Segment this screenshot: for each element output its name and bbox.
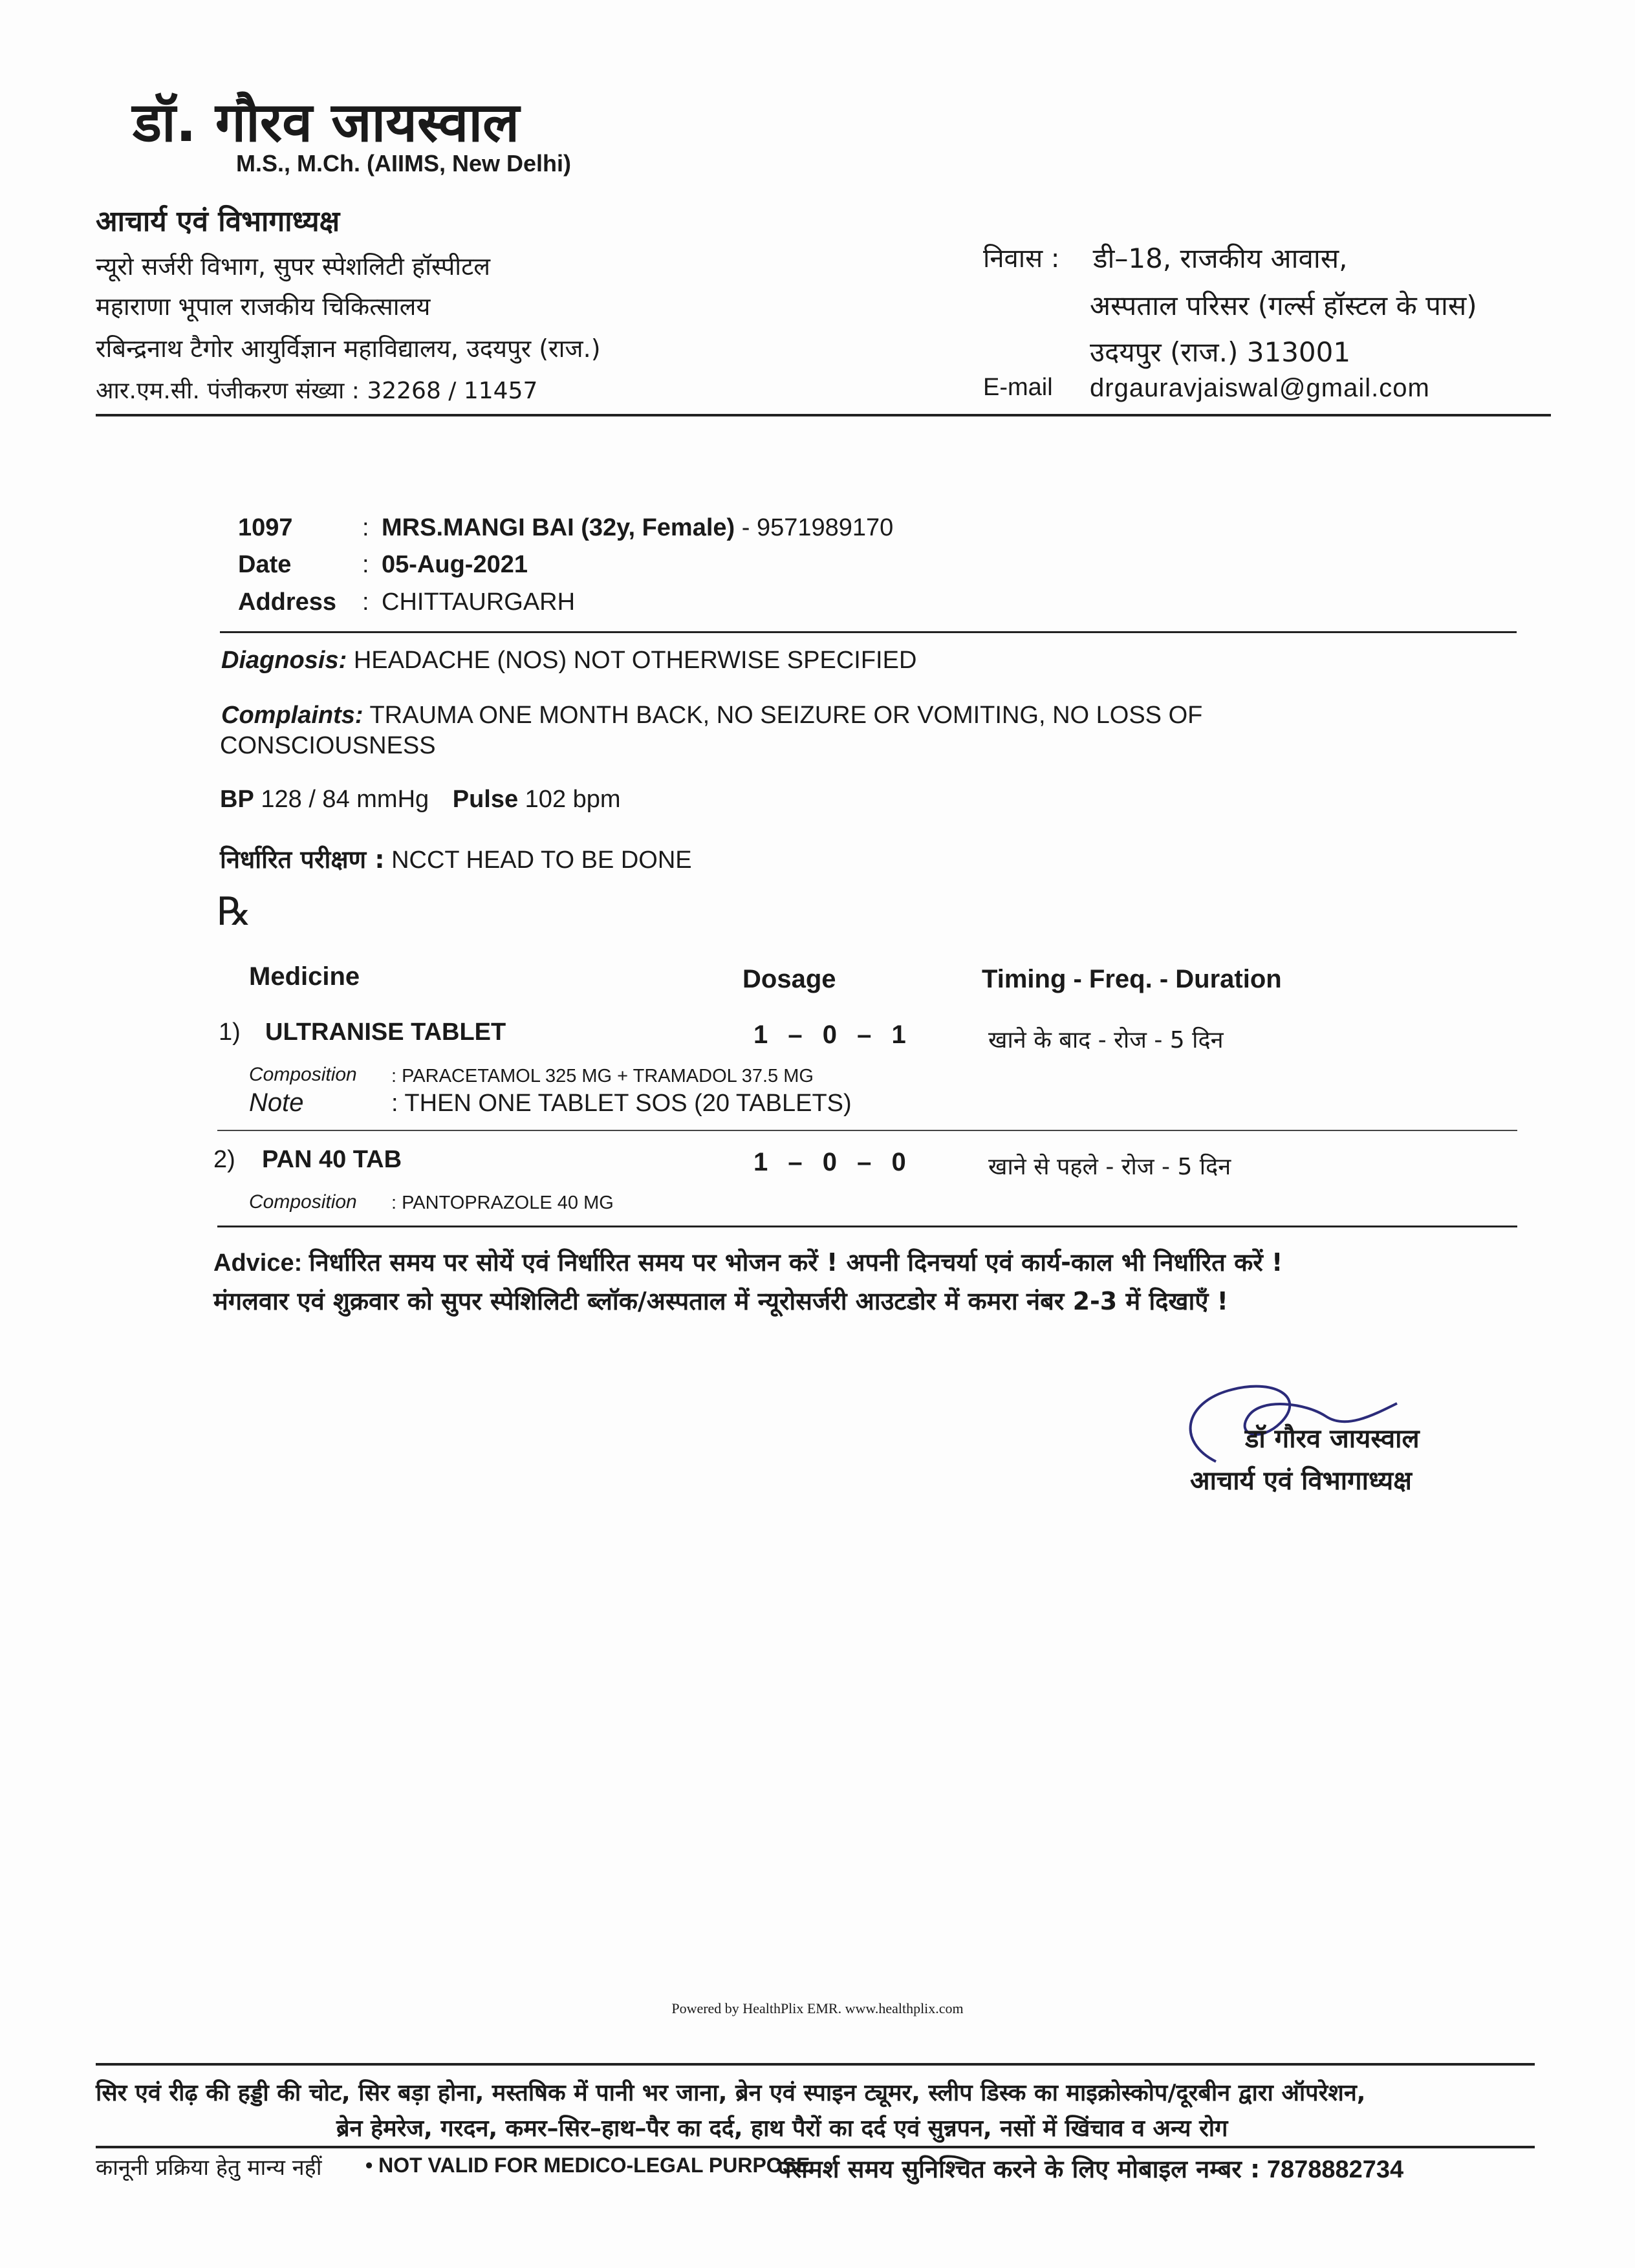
signature-name: डॉ गौरव जायस्वाल	[1245, 1424, 1420, 1454]
email-address: drgauravjaiswal@gmail.com	[1090, 374, 1430, 402]
registration-number: आर.एम.सी. पंजीकरण संख्या : 32268 / 11457	[96, 378, 538, 404]
footer-top-divider	[96, 2063, 1535, 2066]
note-label: Note	[249, 1088, 304, 1117]
appointment-phone: 7878882734	[1266, 2156, 1404, 2183]
residence-label: निवास :	[983, 244, 1060, 274]
medicine-timing: खाने से पहले - रोज - 5 दिन	[988, 1154, 1231, 1180]
signature-designation: आचार्य एवं विभागाध्यक्ष	[1190, 1466, 1412, 1496]
affiliation-line: न्यूरो सर्जरी विभाग, सुपर स्पेशलिटी हॉस्पीटल	[96, 252, 491, 281]
header-timing: Timing - Freq. - Duration	[982, 965, 1282, 993]
table-bottom-divider	[217, 1226, 1517, 1227]
medicine-number: 2)	[213, 1146, 235, 1173]
doctor-designation: आचार्य एवं विभागाध्यक्ष	[96, 205, 340, 238]
residence-line: अस्पताल परिसर (गर्ल्स हॉस्टल के पास)	[1090, 290, 1477, 321]
header-medicine: Medicine	[249, 962, 360, 991]
bp-value: 128 / 84 mmHg	[261, 786, 429, 813]
colon: :	[362, 589, 369, 616]
medicine-dosage: 1 – 0 – 0	[753, 1148, 913, 1176]
services-line-2: ब्रेन हेमरेज, गरदन, कमर–सिर–हाथ–पैर का दर्द, हाथ पैरों का दर्द एवं सुन्नपन, नसों में खिंचाव व अन्य रोग	[336, 2115, 1228, 2142]
advice-line-2: मंगलवार एवं शुक्रवार को सुपर स्पेशिलिटी ब्लॉक/अस्पताल में न्यूरोसर्जरी आउटडोर में कमरा नंबर 2-3 में दिखाएँ !	[213, 1287, 1228, 1315]
tests	[220, 842, 692, 876]
diagnosis	[221, 647, 916, 675]
complaints-label: Complaints:	[221, 702, 363, 729]
bp-label: BP	[220, 786, 254, 813]
complaints	[221, 702, 1202, 729]
residence-line: डी–18, राजकीय आवास,	[1093, 243, 1348, 274]
diagnosis-label: Diagnosis:	[221, 647, 347, 674]
pulse-value: 102 bpm	[525, 786, 621, 813]
note-value: : THEN ONE TABLET SOS (20 TABLETS)	[391, 1090, 852, 1117]
composition-value: : PANTOPRAZOLE 40 MG	[391, 1193, 614, 1213]
patient-name: MRS.MANGI BAI (32y, Female)	[382, 514, 735, 541]
colon: :	[362, 551, 369, 578]
medicine-number: 1)	[219, 1019, 241, 1046]
advice-text: निर्धारित समय पर सोयें एवं निर्धारित समय पर भोजन करें ! अपनी दिनचर्या एवं कार्य-काल भी निर्धारित करें !	[309, 1248, 1283, 1277]
row-divider	[217, 1130, 1517, 1131]
patient-info	[382, 514, 893, 542]
advice-label: Advice:	[213, 1249, 303, 1277]
diagnosis-value: HEADACHE (NOS) NOT OTHERWISE SPECIFIED	[353, 647, 917, 674]
footer-bottom-divider	[96, 2146, 1535, 2148]
date-label: Date	[238, 551, 292, 578]
complaints-continued: CONSCIOUSNESS	[220, 732, 436, 759]
services-line-1: सिर एवं रीढ़ की हड्डी की चोट, सिर बड़ा होना, मस्तषिक में पानी भर जाना, ब्रेन एवं स्पाइन ट्यूमर, स्लीप डिस्क का माइक्रोस्कोप/दूरबीन द्वारा ऑपरेशन,	[96, 2080, 1366, 2106]
powered-by: Powered by HealthPlix EMR. www.healthplix.com	[671, 2000, 964, 2016]
legal-disclaimer-hindi: कानूनी प्रक्रिया हेतु मान्य नहीं	[96, 2155, 322, 2181]
header-divider	[96, 414, 1551, 416]
composition-label: Composition	[249, 1191, 357, 1213]
composition-label: Composition	[249, 1064, 357, 1085]
appointment-line	[777, 2152, 1403, 2185]
address-label: Address	[238, 589, 337, 616]
pulse-label: Pulse	[452, 786, 519, 813]
vitals	[220, 786, 621, 814]
affiliation-line: रबिन्द्रनाथ टैगोर आयुर्विज्ञान महाविद्यालय, उदयपुर (राज.)	[96, 334, 601, 363]
doctor-name: डॉ. गौरव जायस्वाल	[133, 91, 520, 154]
tests-label: निर्धारित परीक्षण :	[220, 845, 385, 874]
visit-date: 05-Aug-2021	[382, 551, 528, 578]
patient-address: CHITTAURGARH	[382, 589, 576, 616]
composition-value: : PARACETAMOL 325 MG + TRAMADOL 37.5 MG	[391, 1066, 814, 1086]
complaints-value: TRAUMA ONE MONTH BACK, NO SEIZURE OR VOMITING, NO LOSS OF	[369, 702, 1203, 729]
colon: :	[362, 514, 369, 541]
medicine-name: PAN 40 TAB	[262, 1146, 402, 1173]
rx-symbol: ℞	[217, 889, 252, 934]
email-label: E-mail	[983, 374, 1053, 401]
patient-divider	[220, 631, 1517, 633]
patient-id: 1097	[238, 514, 293, 541]
doctor-degree: M.S., M.Ch. (AIIMS, New Delhi)	[236, 150, 572, 177]
patient-phone: - 9571989170	[741, 514, 894, 541]
appointment-text: परामर्श समय सुनिश्चित करने के लिए मोबाइल नम्बर :	[777, 2155, 1261, 2183]
medicine-timing: खाने के बाद - रोज - 5 दिन	[988, 1027, 1224, 1053]
medicine-dosage: 1 – 0 – 1	[753, 1021, 913, 1049]
header-dosage: Dosage	[742, 965, 836, 993]
legal-disclaimer-english: • NOT VALID FOR MEDICO-LEGAL PURPOSE	[365, 2154, 810, 2177]
residence-line: उदयपुर (राज.) 313001	[1090, 336, 1351, 368]
medicine-name: ULTRANISE TABLET	[265, 1019, 506, 1046]
advice-line-1	[213, 1245, 1283, 1279]
affiliation-line: महाराणा भूपाल राजकीय चिकित्सालय	[96, 292, 431, 321]
tests-value: NCCT HEAD TO BE DONE	[391, 847, 692, 874]
